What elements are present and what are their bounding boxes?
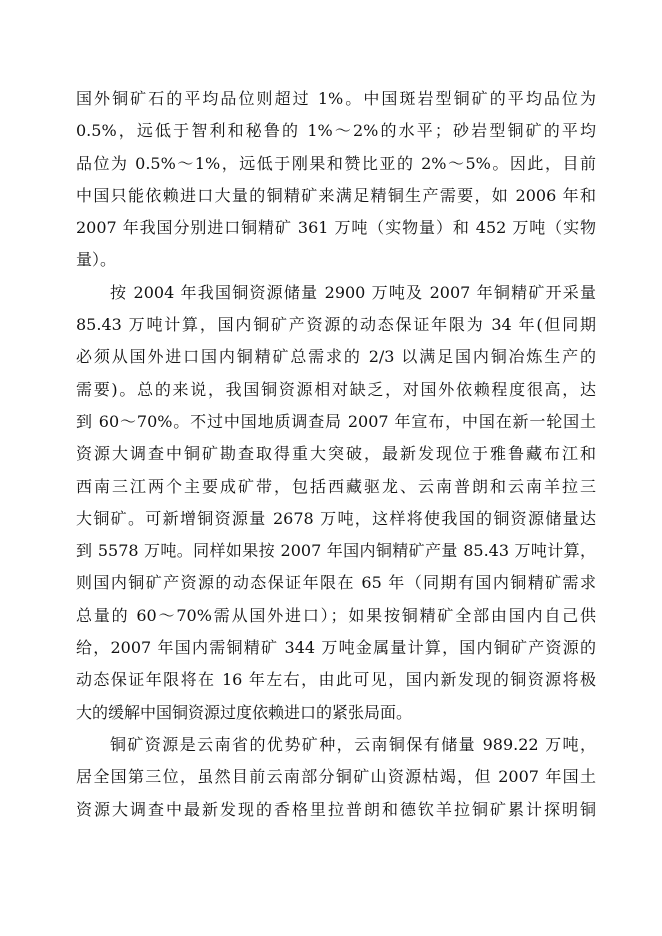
text-line: 需要)。总的来说，我国铜资源相对缺乏，对国外依赖程度很高，达 — [76, 379, 596, 399]
text-line: 到 5578 万吨。同样如果按 2007 年国内铜精矿产量 85.43 万吨计算， — [76, 541, 596, 561]
text-line: 则国内铜矿产资源的动态保证年限在 65 年（同期有国内铜精矿需求 — [76, 573, 596, 593]
text-line: 按 2004 年我国铜资源储量 2900 万吨及 2007 年铜精矿开采量 — [110, 282, 596, 302]
text-line: 总量的 60～70%需从国外进口）；如果按铜精矿全部由国内自己供 — [76, 605, 596, 625]
text-line: 大铜矿。可新增铜资源量 2678 万吨，这样将使我国的铜资源储量达 — [76, 508, 596, 528]
text-line: 到 60～70%。不过中国地质调查局 2007 年宣布，中国在新一轮国土 — [76, 411, 596, 431]
text-line: 国外铜矿石的平均品位则超过 1%。中国斑岩型铜矿的平均品位为 — [76, 89, 596, 108]
text-line: 0.5%，远低于智利和秘鲁的 1%～2%的水平；砂岩型铜矿的平均 — [76, 121, 596, 141]
document-body — [76, 83, 596, 826]
paragraph-1 — [76, 83, 596, 277]
text-line: 铜矿资源是云南省的优势矿种，云南铜保有储量 989.22 万吨， — [110, 734, 596, 754]
text-line: 量）。 — [76, 250, 117, 270]
text-line: 品位为 0.5%～1%，远低于刚果和赞比亚的 2%～5%。因此，目前 — [76, 153, 596, 173]
paragraph-2 — [76, 277, 596, 729]
text-line: 动态保证年限将在 16 年左右，由此可见，国内新发现的铜资源将极 — [76, 670, 596, 690]
text-line: 给，2007 年国内需铜精矿 344 万吨金属量计算，国内铜矿产资源的 — [76, 638, 596, 658]
text-line: 必须从国外进口国内铜精矿总需求的 2/3 以满足国内铜冶炼生产的 — [76, 347, 596, 367]
text-line: 西南三江两个主要成矿带，包括西藏驱龙、云南普朗和云南羊拉三 — [76, 476, 596, 496]
paragraph-3 — [76, 729, 596, 826]
text-line: 居全国第三位，虽然目前云南部分铜矿山资源枯竭，但 2007 年国土 — [76, 767, 596, 787]
text-line: 85.43 万吨计算，国内铜矿产资源的动态保证年限为 34 年(但同期 — [76, 315, 596, 335]
text-line: 大的缓解中国铜资源过度依赖进口的紧张局面。 — [76, 702, 413, 722]
text-line: 资源大调查中最新发现的香格里拉普朗和德钦羊拉铜矿累计探明铜 — [76, 799, 596, 819]
text-line: 资源大调查中铜矿勘查取得重大突破，最新发现位于雅鲁藏布江和 — [76, 444, 596, 464]
text-line: 2007 年我国分别进口铜精矿 361 万吨（实物量）和 452 万吨（实物 — [76, 218, 596, 238]
text-line: 中国只能依赖进口大量的铜精矿来满足精铜生产需要，如 2006 年和 — [76, 185, 596, 205]
